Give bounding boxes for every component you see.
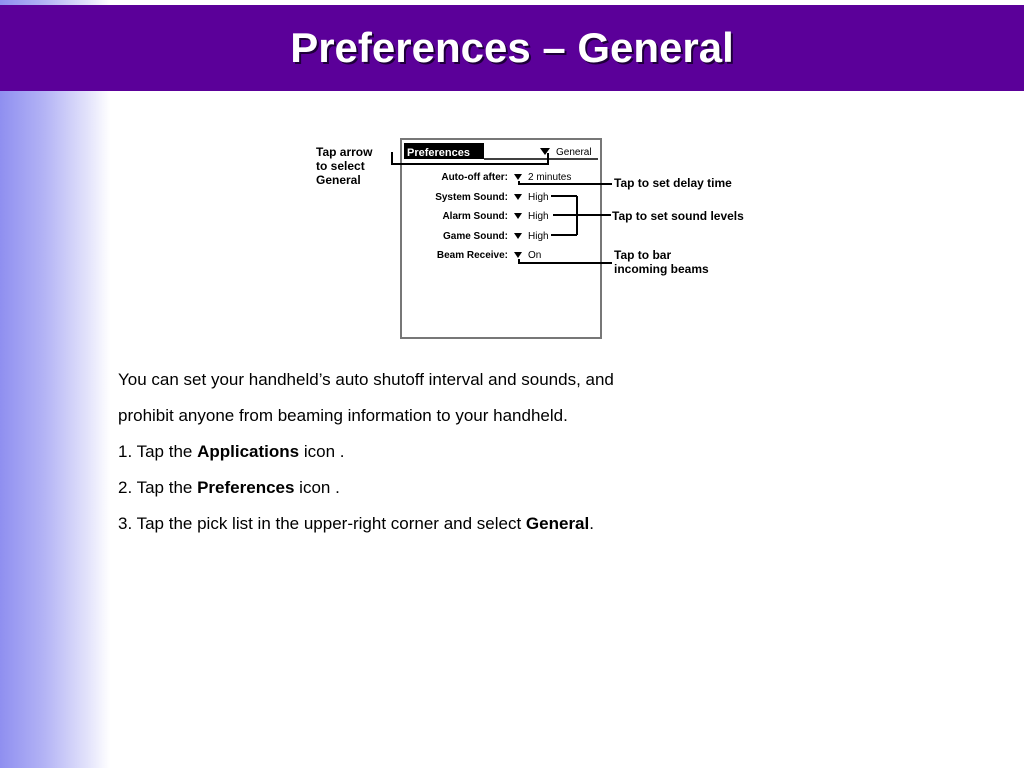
system-sound-label: System Sound:	[435, 192, 508, 203]
step-2-suffix: icon .	[294, 478, 340, 497]
step-2	[118, 470, 738, 506]
category-value[interactable]: General	[556, 147, 592, 158]
step-3	[118, 506, 738, 542]
intro-line-2: prohibit anyone from beaming information to your handheld.	[118, 406, 568, 425]
step-1-bold: Applications	[197, 442, 300, 461]
game-sound-value[interactable]: High	[528, 231, 549, 242]
alarm-sound-value[interactable]: High	[528, 211, 549, 222]
auto-off-value[interactable]: 2 minutes	[528, 172, 572, 183]
callout-tap-arrow-line3: General	[316, 173, 361, 187]
step-3-suffix: .	[589, 514, 594, 533]
step-2-bold: Preferences	[197, 478, 295, 497]
step-2-prefix: 2. Tap the	[118, 478, 198, 497]
beam-receive-value[interactable]: On	[528, 250, 542, 261]
callout-sound-text: Tap to set sound levels	[612, 209, 744, 223]
callout-tap-arrow-line1: Tap arrow	[316, 145, 373, 159]
callout-delay-text: Tap to set delay time	[614, 176, 732, 190]
intro-line-1: You can set your handheld’s auto shutoff interval and sounds, and	[118, 370, 614, 389]
callout-beam-line1: Tap to bar	[614, 248, 672, 262]
beam-receive-label: Beam Receive:	[436, 250, 508, 261]
screen-header-label: Preferences	[407, 147, 470, 159]
step-1-suffix: icon .	[299, 442, 345, 461]
slide-title: Preferences – General	[290, 24, 734, 71]
step-1	[118, 434, 738, 470]
step-1-prefix: 1. Tap the	[118, 442, 198, 461]
callout-beam-line2: incoming beams	[614, 262, 709, 276]
instructions-text	[118, 362, 738, 542]
step-3-prefix: 3. Tap the pick list in the upper-right corner and select	[118, 514, 526, 533]
auto-off-label: Auto-off after:	[441, 172, 508, 183]
callout-tap-arrow-line2: to select	[316, 159, 365, 173]
alarm-sound-label: Alarm Sound:	[442, 211, 508, 222]
system-sound-value[interactable]: High	[528, 192, 549, 203]
step-3-bold: General	[525, 514, 590, 533]
game-sound-label: Game Sound:	[442, 231, 508, 242]
